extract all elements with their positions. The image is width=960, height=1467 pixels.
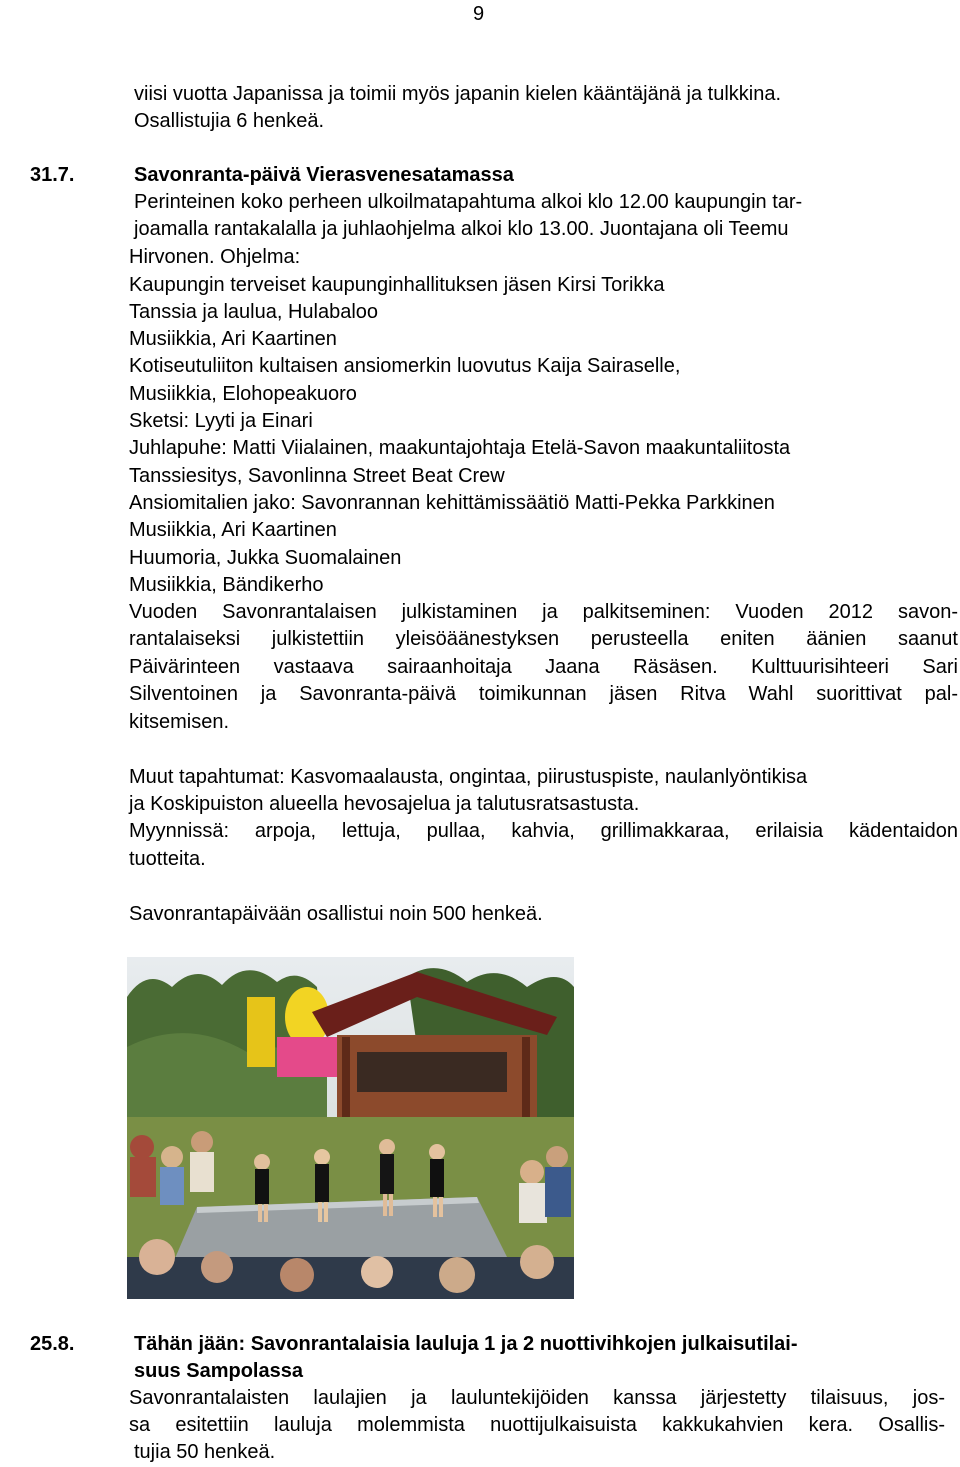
event-body-2-line-2: sa esitettiin lauluja molemmista nuottijulkaisuista kakkukahvien kera. Osallis- [129,1414,945,1436]
program-item: Musiikkia, Bändikerho [129,573,324,596]
sales-line-1: Myynnissä: arpoja, lettuja, pullaa, kahvia, grillimakkaraa, erilaisia kädentaidon [129,820,958,843]
program-item: Musiikkia, Ari Kaartinen [129,519,337,542]
intro-line-2: Osallistujia 6 henkeä. [134,110,325,132]
program-item: Juhlapuhe: Matti Viialainen, maakuntajohtaja Etelä-Savon maakuntaliitosta [129,437,791,460]
event-date-2: 25.8. [30,1333,75,1355]
program-item: Sketsi: Lyyti ja Einari [129,410,313,432]
award-line-last: kitsemisen. [129,710,230,733]
award-line: rantalaiseksi julkistettiin yleisöäänestyksen perusteella eniten äänien saanut [129,628,958,651]
event-desc-line-3: Hirvonen. Ohjelma: [129,246,301,268]
award-line: Silventoinen ja Savonranta-päivä toimikunnan jäsen Ritva Wahl suorittivat pal- [129,683,958,706]
attendance-text: Savonrantapäivään osallistui noin 500 henkeä. [129,902,543,925]
intro-line-1: viisi vuotta Japanissa ja toimii myös japanin kielen kääntäjänä ja tulkkina. [134,83,782,105]
other-events-line-1: Muut tapahtumat: Kasvomaalausta, ongintaa, piirustuspiste, naulanlyöntikisa [129,765,808,788]
event-title-1: Savonranta-päivä Vierasvenesatamassa [134,164,514,186]
event-photo [127,957,574,1299]
other-events-line-2: ja Koskipuiston alueella hevosajelua ja talutusratsastusta. [129,792,640,815]
program-item: Musiikkia, Elohopeakuoro [129,382,357,405]
program-item: Kaupungin terveiset kaupunginhallituksen jäsen Kirsi Torikka [129,273,665,296]
program-item: Musiikkia, Ari Kaartinen [129,328,337,351]
event-date-1: 31.7. [30,164,75,186]
event-desc-line-1: Perinteinen koko perheen ulkoilmatapahtuma alkoi klo 12.00 kaupungin tar- [134,191,803,213]
page-number: 9 [473,3,485,25]
award-line: Vuoden Savonrantalaisen julkistaminen ja palkitseminen: Vuoden 2012 savon- [129,601,958,623]
program-item: Tanssia ja laulua, Hulabaloo [129,300,379,323]
event-body-2-line-3: tujia 50 henkeä. [134,1441,276,1463]
event-title-2-line-1: Tähän jään: Savonrantalaisia lauluja 1 ja 2 nuottivihkojen julkaisutilai- [134,1333,798,1355]
event-desc-line-2: joamalla rantakalalla ja juhlaohjelma alkoi klo 13.00. Juontajana oli Teemu [134,218,789,240]
program-item: Huumoria, Jukka Suomalainen [129,546,402,569]
program-item: Tanssiesitys, Savonlinna Street Beat Crew [129,464,505,487]
event-body-2-line-1: Savonrantalaisten laulajien ja lauluntekijöiden kanssa järjestetty tilaisuus, jos- [129,1387,945,1409]
award-line: Päivärinteen vastaava sairaanhoitaja Jaana Räsäsen. Kulttuurisihteeri Sari [129,655,958,678]
event-title-2-line-2: suus Sampolassa [134,1360,303,1382]
program-item: Ansiomitalien jako: Savonrannan kehittämissäätiö Matti-Pekka Parkkinen [129,491,775,514]
program-item: Kotiseutuliiton kultaisen ansiomerkin luovutus Kaija Sairaselle, [129,355,681,378]
sales-line-2: tuotteita. [129,847,206,870]
